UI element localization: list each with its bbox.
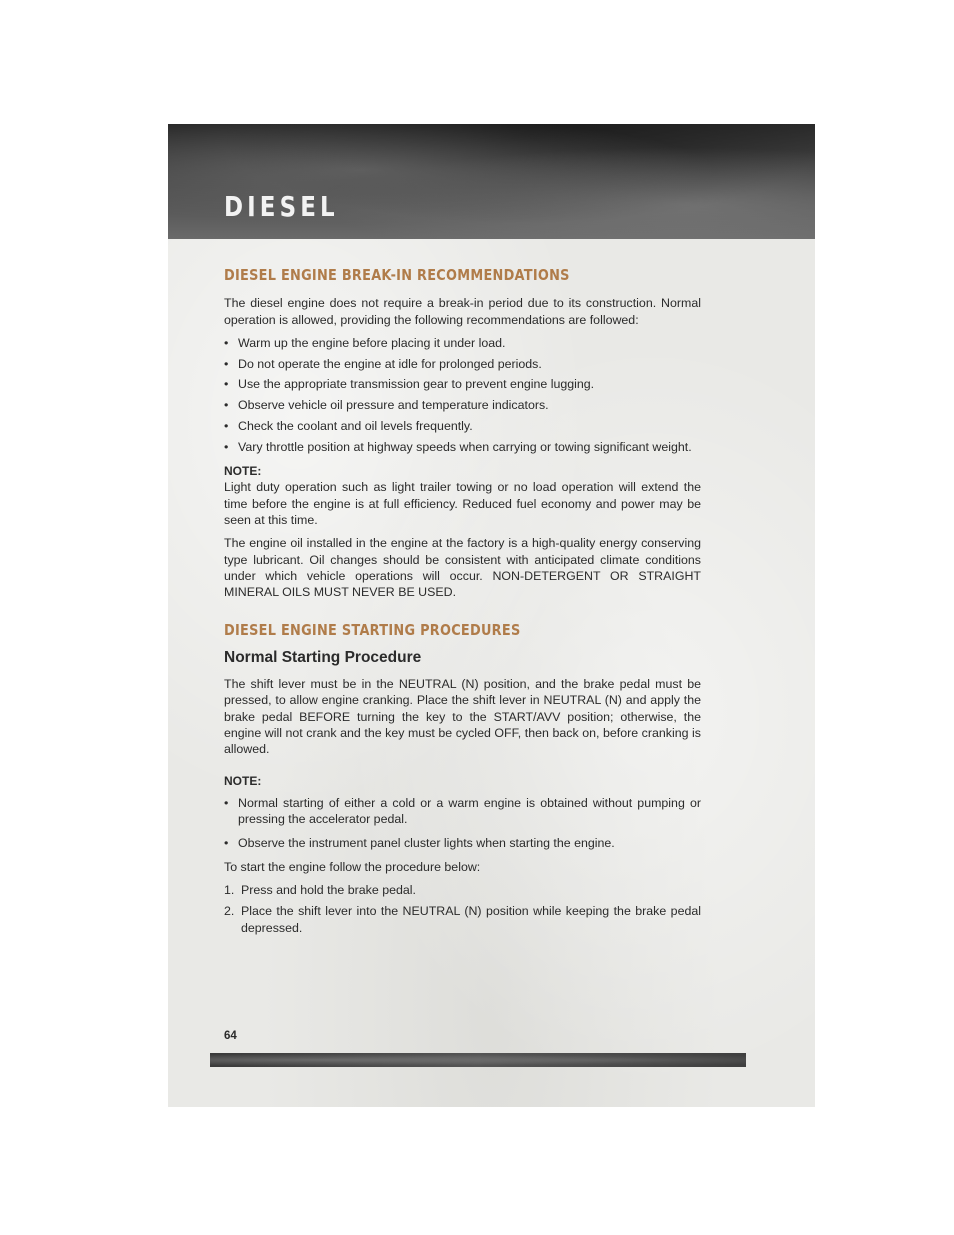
step-text: Press and hold the brake pedal. [241,883,416,898]
list-item: • Observe vehicle oil pressure and temperature indicators. [224,397,701,413]
step-item [224,903,701,936]
break-in-recommendations-list [224,335,701,455]
header-band [168,124,815,239]
starting-intro: The shift lever must be in the NEUTRAL (N) position, and the brake pedal must be pressed, to allow engine cranking. Place the shift lever in NEUTRAL (N) and apply the brake pedal BEFORE turning the key to the START/AVV position; otherwise, the engine will not crank and the key must be cycled OFF, then back on, before cranking is allowed. [224,677,701,757]
starting-note-label: NOTE: [224,773,262,788]
steps-intro: To start the engine follow the procedure below: [224,859,481,874]
break-in-note-label: NOTE: [224,464,262,479]
list-item: • Use the appropriate transmission gear to prevent engine lugging. [224,376,701,392]
step-item [224,882,701,898]
starting-steps-list [224,882,701,936]
list-item: • Observe the instrument panel cluster lights when starting the engine. [224,835,701,851]
break-in-heading: DIESEL ENGINE BREAK-IN RECOMMENDATIONS [224,266,570,284]
step-number: 2. [224,904,235,919]
list-item: • Normal starting of either a cold or a warm engine is obtained without pumping or pressing the accelerator pedal. [224,795,701,828]
page-content [224,267,701,941]
page-title: DIESEL [224,190,339,223]
page-number: 64 [224,1030,237,1042]
list-item: • Check the coolant and oil levels frequently. [224,418,701,434]
step-number: 1. [224,883,235,898]
footer-bar [210,1053,746,1067]
list-item: • Vary throttle position at highway speeds when carrying or towing significant weight. [224,439,701,455]
engine-oil-paragraph: The engine oil installed in the engine at the factory is a high-quality energy conserving type lubricant. Oil changes should be consistent with anticipated climate conditions under which vehicle operations will occur. NON-DETERGENT OR STRAIGHT MINERAL OILS MUST NEVER BE USED. [224,536,701,600]
break-in-intro: The diesel engine does not require a break-in period due to its construction. Normal operation is allowed, providing the following recommendations are followed: [224,296,701,327]
list-item: • Do not operate the engine at idle for prolonged periods. [224,356,701,372]
list-item: • Warm up the engine before placing it under load. [224,335,701,351]
step-text: Place the shift lever into the NEUTRAL (N) position while keeping the brake pedal depressed. [241,904,701,935]
starting-procedures-heading: DIESEL ENGINE STARTING PROCEDURES [224,620,521,639]
break-in-note-text: Light duty operation such as light trailer towing or no load operation will extend the time before the engine is at full efficiency. Reduced fuel economy and power may be seen at this time. [224,480,701,528]
manual-page [168,124,815,1107]
starting-note-list [224,795,701,851]
normal-starting-subheading: Normal Starting Procedure [224,648,422,666]
